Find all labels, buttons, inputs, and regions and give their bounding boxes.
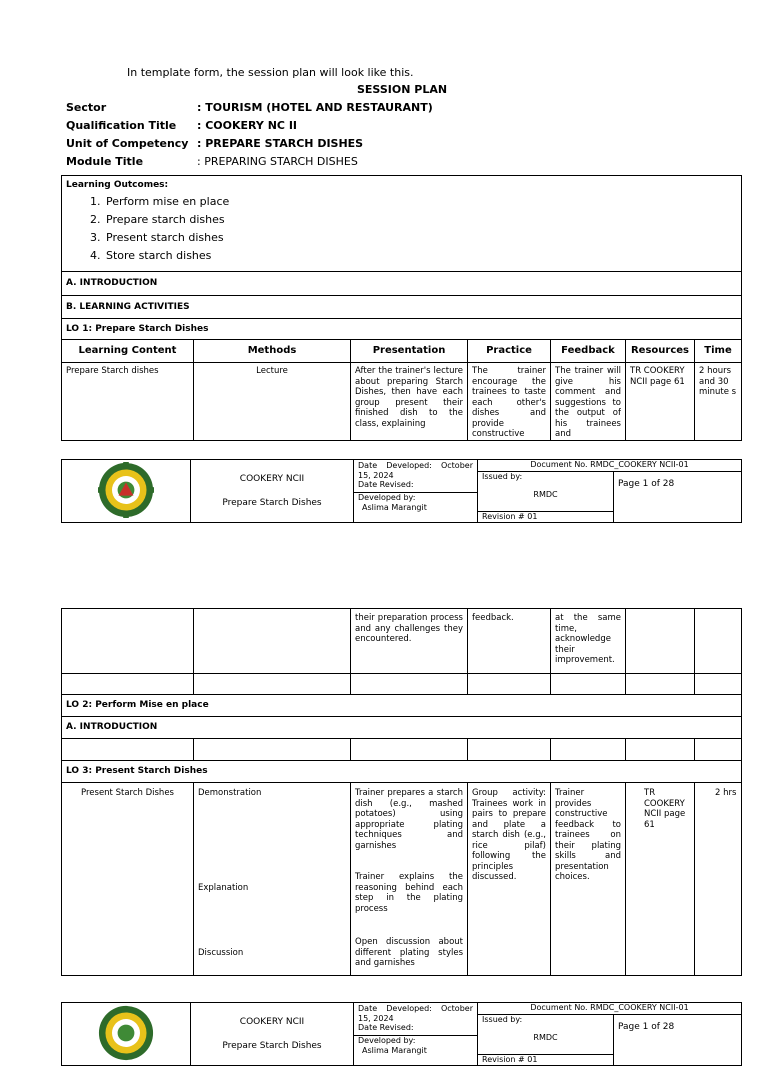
section-introduction-2: A. INTRODUCTION <box>62 717 742 739</box>
col-feedback: Feedback <box>551 340 626 363</box>
col-learning-content: Learning Content <box>62 340 194 363</box>
method-item: Discussion <box>198 948 244 958</box>
footer-page: Page 1 of 28 <box>614 472 742 523</box>
method-cell: Lecture <box>194 363 351 441</box>
meta-value: : PREPARE STARCH DISHES <box>197 137 364 150</box>
footer-developed-by: Aslima Marangit <box>362 1045 427 1055</box>
table-row <box>62 739 742 761</box>
learning-outcome-item: 2. Prepare starch dishes <box>104 211 737 229</box>
practice-cell: The trainer encourage the trainees to taste each other's dishes and provide constructive <box>472 366 546 439</box>
method-item: Demonstration <box>198 788 262 798</box>
learning-outcomes-heading: Learning Outcomes: <box>66 180 169 190</box>
session-plan-table-continued <box>61 608 742 976</box>
feedback-cell: The trainer will give his comment and suggestions to the output of his trainees and <box>555 366 621 439</box>
presentation-item: Open discussion about different plating styles and garnishes <box>355 937 463 968</box>
training-center-logo-icon <box>98 1005 154 1061</box>
table-row <box>62 674 742 695</box>
intro-text: In template form, the session plan will look like this. <box>127 66 414 79</box>
col-resources: Resources <box>626 340 695 363</box>
resources-cell: TR COOKERY NCII page 61 <box>626 363 695 441</box>
footer-page: Page 1 of 28 <box>614 1015 742 1066</box>
session-plan-table <box>61 175 742 441</box>
presentation-cell: their preparation process and any challenges they encountered. <box>351 609 468 674</box>
meta-value: : COOKERY NC II <box>197 119 297 132</box>
footer-issued-label: Issued by: <box>482 472 523 481</box>
feedback-cell: at the same time, acknowledge their improvement. <box>551 609 626 674</box>
practice-cell: feedback. <box>468 609 551 674</box>
method-item: Explanation <box>198 883 249 893</box>
learning-outcomes-list <box>66 193 737 265</box>
footer-logo-cell <box>62 460 191 523</box>
meta-label: Qualification Title <box>66 119 177 132</box>
meta-label: Unit of Competency <box>66 137 189 150</box>
document-title: SESSION PLAN <box>357 83 448 96</box>
footer-qualification-cell <box>191 460 354 523</box>
footer-developed-label: Developed by: <box>358 1036 416 1045</box>
footer-date-revised: Date Revised: <box>358 1023 414 1032</box>
meta-value: : TOURISM (HOTEL AND RESTAURANT) <box>197 101 433 114</box>
time-cell: 2 hrs <box>695 783 742 976</box>
learning-content-cell: Present Starch Dishes <box>62 783 194 976</box>
lo1-heading: LO 1: Prepare Starch Dishes <box>62 319 742 340</box>
practice-cell: Group activity: Trainees work in pairs to prepare and plate a starch dish (e.g., rice pilaf) following the principles discussed. <box>468 783 551 976</box>
table-row <box>62 783 742 976</box>
col-practice: Practice <box>468 340 551 363</box>
footer-logo-cell <box>62 1003 191 1066</box>
meta-value: : PREPARING STARCH DISHES <box>197 155 358 168</box>
feedback-cell: Trainer provides constructive feedback to trainees on their plating skills and presentation choices. <box>551 783 626 976</box>
footer-developed-by: Aslima Marangit <box>362 502 427 512</box>
lo3-heading: LO 3: Present Starch Dishes <box>62 761 742 783</box>
footer-date-developed: Date Developed: October 15, 2024 <box>358 461 473 480</box>
footer-qualification-cell <box>191 1003 354 1066</box>
methods-cell <box>194 783 351 976</box>
learning-outcomes <box>62 176 742 272</box>
resources-cell: TR COOKERY NCII page 61 <box>626 783 695 976</box>
footer-unit: Prepare Starch Dishes <box>222 497 322 508</box>
presentation-cell: After the trainer's lecture about preparing Starch Dishes, then have each group present their finished dish to the class, explaining <box>355 366 463 429</box>
learning-outcome-item: 3. Present starch dishes <box>104 229 737 247</box>
lo2-heading: LO 2: Perform Mise en place <box>62 695 742 717</box>
footer-document-no: Document No. RMDC_COOKERY NCII-01 <box>478 460 742 472</box>
meta-label: Sector <box>66 101 107 114</box>
footer-qualification: COOKERY NCII <box>239 1016 305 1027</box>
footer-issued-by: RMDC <box>533 1032 558 1042</box>
time-cell: 2 hours and 30 minute s <box>695 363 742 441</box>
training-center-logo-icon <box>98 462 154 518</box>
meta-label: Module Title <box>66 155 144 168</box>
page-footer <box>61 459 742 523</box>
presentation-item: Trainer explains the reasoning behind each step in the plating process <box>355 872 463 914</box>
footer-developed-label: Developed by: <box>358 493 416 502</box>
section-introduction: A. INTRODUCTION <box>62 272 742 296</box>
footer-revision: Revision # 01 <box>478 512 614 523</box>
footer-document-no: Document No. RMDC_COOKERY NCII-01 <box>478 1003 742 1015</box>
col-presentation: Presentation <box>351 340 468 363</box>
footer-issued-by: RMDC <box>533 489 558 499</box>
learning-content-cell: Prepare Starch dishes <box>62 363 194 441</box>
footer-date-revised: Date Revised: <box>358 480 414 489</box>
footer-date-developed: Date Developed: October 15, 2024 <box>358 1004 473 1023</box>
page-footer-2 <box>61 1002 742 1066</box>
section-learning-activities: B. LEARNING ACTIVITIES <box>62 296 742 319</box>
learning-outcome-item: 1. Perform mise en place <box>104 193 737 211</box>
presentation-item: Trainer prepares a starch dish (e.g., mashed potatoes) using appropriate plating techniques and garnishes <box>355 788 463 851</box>
table-row <box>62 363 742 441</box>
table-row <box>62 609 742 674</box>
learning-outcome-item: 4. Store starch dishes <box>104 247 737 265</box>
footer-qualification: COOKERY NCII <box>239 473 305 484</box>
col-time: Time <box>695 340 742 363</box>
presentation-cell <box>351 783 468 976</box>
footer-revision: Revision # 01 <box>478 1055 614 1066</box>
footer-issued-label: Issued by: <box>482 1015 523 1024</box>
footer-unit: Prepare Starch Dishes <box>222 1040 322 1051</box>
col-methods: Methods <box>194 340 351 363</box>
